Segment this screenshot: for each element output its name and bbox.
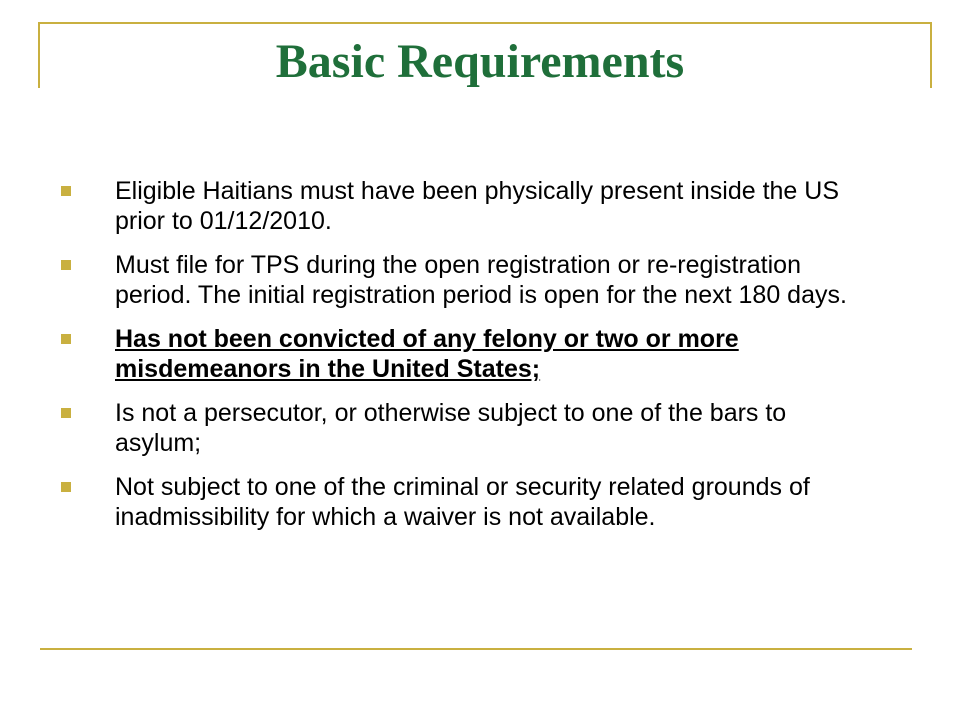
bullet-text: Must file for TPS during the open registration or re-registration period. The initial registration period is open for the next 180 days.: [115, 251, 847, 309]
top-divider-line: [40, 22, 932, 24]
requirements-list: [56, 176, 856, 546]
bullet-item: [56, 398, 856, 458]
bottom-divider-line: [40, 648, 912, 650]
bullet-text: Not subject to one of the criminal or security related grounds of inadmissibility for which a waiver is not available.: [115, 473, 810, 531]
square-bullet-icon: [61, 482, 71, 492]
square-bullet-icon: [61, 186, 71, 196]
bullet-item: [56, 176, 856, 236]
square-bullet-icon: [61, 334, 71, 344]
bullet-item: [56, 250, 856, 310]
square-bullet-icon: [61, 260, 71, 270]
slide-title: Basic Requirements: [275, 35, 685, 88]
bullet-text: Eligible Haitians must have been physically present inside the US prior to 01/12/2010.: [115, 177, 839, 235]
bullet-item-emphasized: [56, 324, 856, 384]
bullet-item: [56, 472, 856, 532]
bullet-text: Is not a persecutor, or otherwise subject to one of the bars to asylum;: [115, 399, 787, 457]
square-bullet-icon: [61, 408, 71, 418]
bullet-text: Has not been convicted of any felony or two or more misdemeanors in the United States;: [115, 325, 739, 383]
